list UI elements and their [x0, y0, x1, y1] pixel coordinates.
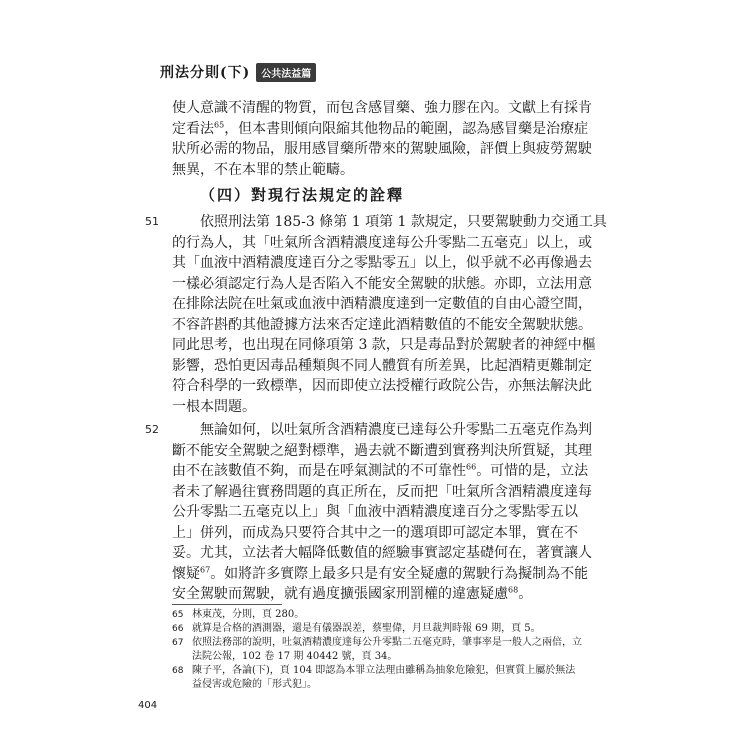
running-header [160, 62, 316, 82]
text-line: 依照刑法第 185-3 條第 1 項第 1 款規定，只要駕駛動力交通工具 [200, 214, 607, 230]
footnote-number: 66 [172, 624, 184, 634]
text-line: 一根本問題。 [172, 398, 256, 415]
text-line: 一樣必須認定行為人是否陷入不能安全駕駛的狀態。亦即，立法用意 [172, 275, 592, 292]
text-line: 懷疑$^{67}$。如將許多實際上最多只是有安全疑慮的駕駛行為擬制為不能 [172, 564, 589, 582]
text-line: 公升零點二五毫克以上」與「血液中酒精濃度達百分之零點零五以 [172, 504, 578, 520]
footnote-ref: 67 [200, 564, 211, 574]
footnote [172, 636, 582, 664]
footnote-text: 陳子平，各論(下)，頁 104 即認為本罪立法理由雖稱為抽象危險犯，但實質上屬於無法益侵害或危險的「形式犯」。 [192, 665, 576, 690]
text-line: 使人意識不清醒的物質，而包含感冒藥、強力膠在內。文獻上有採肯 [172, 100, 592, 116]
text-line: 上」併列，而成為只要符合其中之一的選項即可認定本罪，實在不 [172, 524, 578, 541]
text-line: 同此思考，也出現在同條項第 3 款，只是毒品對於駕駛者的神經中樞 [172, 337, 596, 353]
section-heading: （四）對現行法規定的詮釋 [200, 186, 405, 204]
footnotes [172, 608, 582, 692]
text-line: 安全駕駛而駕駛，就有過度擴張國家刑罰權的違憲疑慮$^{68}$。 [172, 585, 533, 602]
paragraph-continued [172, 98, 592, 180]
text-line: 斷不能安全駕駛之絕對標準，過去就不斷遭到實務判決所質疑，其理 [172, 442, 592, 459]
text-line: 其「血液中酒精濃度達百分之零點零五」以上，似乎就不必再像過去 [172, 255, 592, 271]
text-line: 定看法$^{65}$，但本書則傾向限縮其他物品的範圍，認為感冒藥是治療症 [172, 119, 589, 137]
text-line: 由不在該數值不夠，而是在呼氣測試的不可靠性$^{66}$。可惜的是，立法 [172, 462, 589, 479]
footnote-number: 68 [172, 666, 184, 676]
footnote-number: 65 [172, 610, 184, 620]
paragraph-51 [172, 212, 607, 417]
paragraph-number: 51 [145, 215, 159, 228]
footnote-text: 就算是合格的酒測器，還是有儀器誤差，蔡聖偉，月旦裁判時報 69 期，頁 5。 [192, 623, 541, 634]
text-line: 妥。尤其，立法者大幅降低數值的經驗事實認定基礎何在，著實讓人 [172, 545, 592, 561]
footnote-number: 67 [172, 638, 184, 648]
footnote [172, 664, 582, 692]
text-line: 的行為人，其「吐氣所含酒精濃度達每公升零點二五毫克」以上，或 [172, 234, 592, 251]
footnote-text: 依照法務部的說明，吐氣酒精濃度達每公升零點二五毫克時，肇事率是一般人之兩倍，立法院公報，102 卷 17 期 40442 號，頁 34。 [192, 637, 582, 662]
text-line: 無異，不在本罪的禁止範疇。 [172, 161, 354, 178]
text-line: 符合科學的一致標準，因而即使立法授權行政院公告，亦無法解決此 [172, 378, 592, 394]
text-line: 不容許斟酌其他證據方法來否定達此酒精數值的不能安全駕駛狀態。 [172, 316, 592, 333]
header-badge: 公共法益篇 [256, 63, 316, 82]
paragraph-52 [172, 420, 592, 605]
text-line: 者未了解過往實務問題的真正所在，反而把「吐氣所含酒精濃度達每 [172, 483, 592, 500]
footnote-text: 林東茂，分則，頁 280。 [192, 609, 305, 620]
footnote-divider [172, 604, 282, 605]
footnote [172, 608, 582, 622]
footnote-ref: 68 [508, 585, 519, 595]
text-line: 狀所必需的物品，服用感冒藥所帶來的駕駛風險，評價上與疲勞駕駛 [172, 141, 592, 157]
footnote [172, 622, 582, 636]
text-line: 影響，恐怕更因毒品種類與不同人體質有所差異，比起酒精更難制定 [172, 357, 592, 374]
paragraph-number: 52 [145, 423, 159, 436]
text-line: 無論如何，以吐氣所含酒精濃度已達每公升零點二五毫克作為判 [200, 422, 592, 438]
header-title: 刑法分則(下) [160, 65, 251, 81]
page-number: 404 [138, 700, 158, 711]
footnote-ref: 66 [466, 462, 477, 472]
text-line: 在排除法院在吐氣或血液中酒精濃度達到一定數值的自由心證空間， [172, 296, 592, 312]
footnote-ref: 65 [214, 119, 225, 129]
